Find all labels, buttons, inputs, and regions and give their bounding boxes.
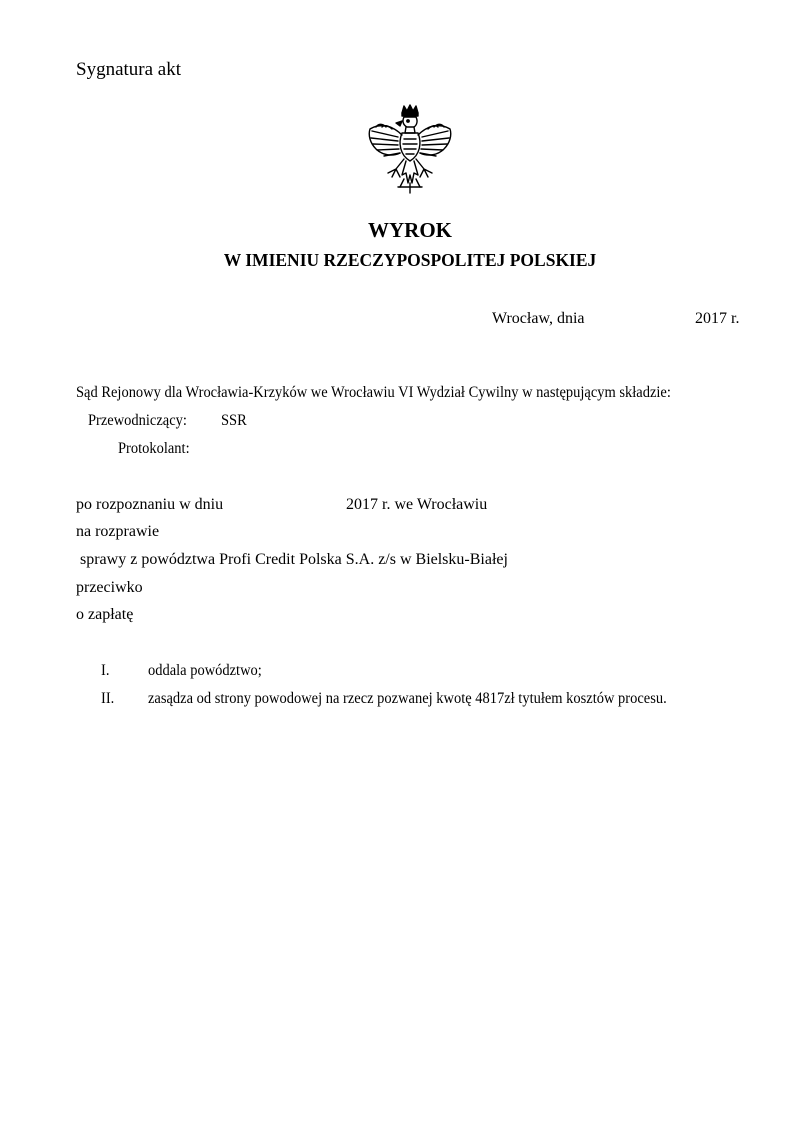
clerk-label: Protokolant:: [118, 440, 190, 457]
ruling-number: I.: [101, 662, 110, 679]
date-year: 2017 r.: [695, 310, 740, 327]
subject-text: o zapłatę: [76, 606, 134, 623]
ruling-number: II.: [101, 690, 115, 707]
place-date-label: Wrocław, dnia: [492, 310, 585, 327]
document-title: WYROK: [368, 218, 452, 242]
against-text: przeciwko: [76, 579, 143, 596]
chair-label: Przewodniczący:: [88, 412, 187, 429]
polish-eagle-emblem-icon: [362, 103, 458, 197]
court-line: Sąd Rejonowy dla Wrocławia-Krzyków we Wrocławiu VI Wydział Cywilny w następującym składzie:: [76, 384, 671, 401]
after-review-year-place: 2017 r. we Wrocławiu: [346, 496, 488, 513]
at-hearing-text: na rozprawie: [76, 523, 160, 540]
chair-value: SSR: [221, 412, 247, 429]
ruling-text: zasądza od strony powodowej na rzecz pozwanej kwotę 4817zł tytułem kosztów procesu.: [148, 690, 667, 707]
case-of-text: sprawy z powództwa Profi Credit Polska S.A. z/s w Bielsku-Białej: [76, 551, 508, 568]
document-subtitle: W IMIENIU RZECZYPOSPOLITEJ POLSKIEJ: [223, 250, 597, 270]
signature-label: Sygnatura akt: [76, 59, 182, 80]
after-review-label: po rozpoznaniu w dniu: [76, 496, 224, 513]
ruling-text: oddala powództwo;: [148, 662, 262, 679]
